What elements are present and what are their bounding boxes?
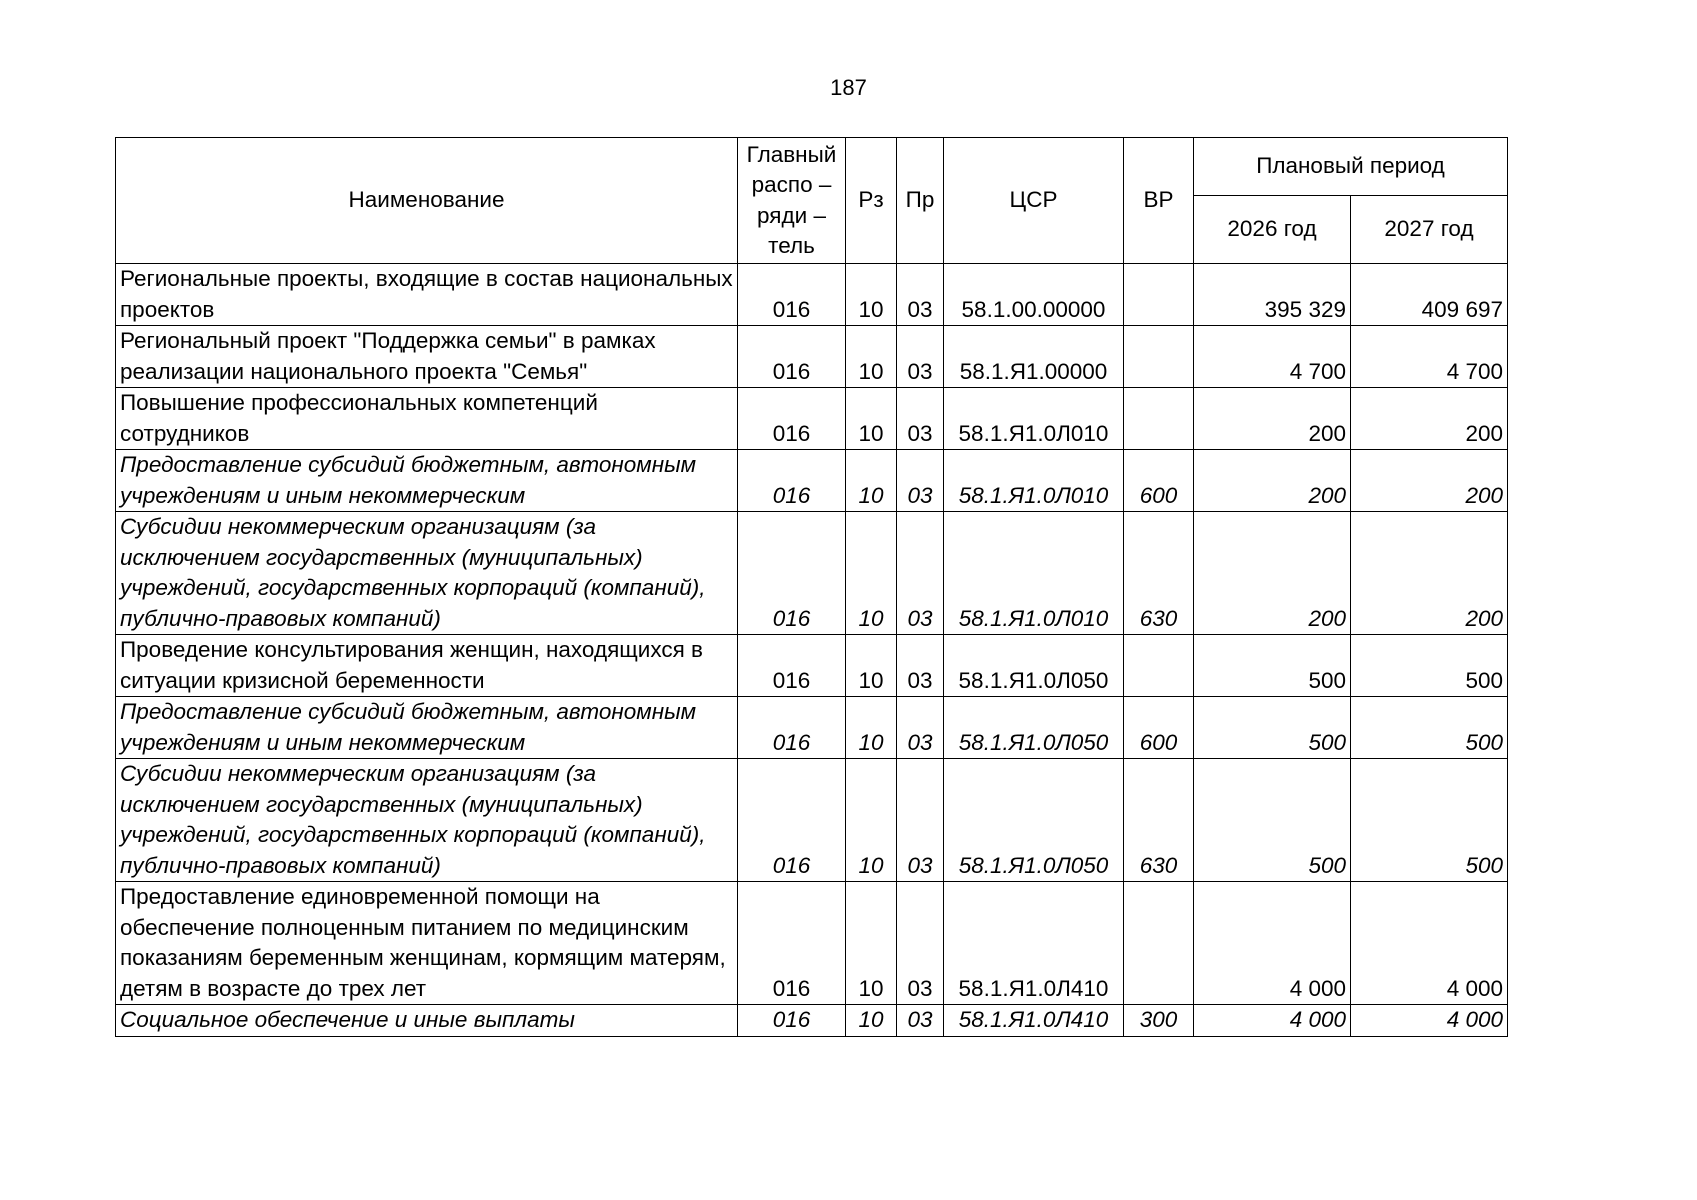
cell-rz: 10: [846, 326, 897, 388]
cell-chief-administrator: 016: [738, 264, 846, 326]
header-year-2026: 2026 год: [1194, 196, 1351, 264]
cell-2027: 4 700: [1351, 326, 1508, 388]
table-row: [116, 697, 1508, 759]
cell-vr: 600: [1124, 450, 1194, 512]
cell-vr: 630: [1124, 512, 1194, 635]
cell-rz: 10: [846, 388, 897, 450]
cell-name: Предоставление субсидий бюджетным, автономным учреждениям и иным некоммерческим: [116, 450, 738, 512]
cell-2026: 500: [1194, 697, 1351, 759]
cell-rz: 10: [846, 450, 897, 512]
cell-rz: 10: [846, 512, 897, 635]
cell-chief-administrator: 016: [738, 512, 846, 635]
cell-pr: 03: [897, 450, 944, 512]
cell-pr: 03: [897, 697, 944, 759]
cell-2026: 4 000: [1194, 882, 1351, 1005]
budget-table: [115, 137, 1508, 1037]
cell-csr: 58.1.Я1.0Л050: [944, 635, 1124, 697]
cell-rz: 10: [846, 759, 897, 882]
table-body: [116, 264, 1508, 1037]
cell-csr: 58.1.Я1.0Л410: [944, 882, 1124, 1005]
cell-csr: 58.1.Я1.0Л050: [944, 697, 1124, 759]
table-row: [116, 512, 1508, 635]
cell-rz: 10: [846, 264, 897, 326]
cell-name: Субсидии некоммерческим организациям (за исключением государственных (муниципальных) учреждений, государственных корпораций (компаний), публично-правовых компаний): [116, 759, 738, 882]
header-rz: Рз: [846, 138, 897, 264]
cell-2026: 200: [1194, 388, 1351, 450]
cell-vr: 300: [1124, 1005, 1194, 1037]
cell-vr: [1124, 326, 1194, 388]
cell-2027: 4 000: [1351, 882, 1508, 1005]
cell-2026: 500: [1194, 635, 1351, 697]
cell-rz: 10: [846, 635, 897, 697]
cell-pr: 03: [897, 759, 944, 882]
table-row: [116, 759, 1508, 882]
cell-rz: 10: [846, 1005, 897, 1037]
table-row: [116, 635, 1508, 697]
cell-vr: [1124, 264, 1194, 326]
cell-chief-administrator: 016: [738, 450, 846, 512]
cell-csr: 58.1.Я1.0Л010: [944, 450, 1124, 512]
cell-chief-administrator: 016: [738, 326, 846, 388]
cell-name: Проведение консультирования женщин, находящихся в ситуации кризисной беременности: [116, 635, 738, 697]
table-row: [116, 388, 1508, 450]
cell-2026: 500: [1194, 759, 1351, 882]
header-chief-line: Главный: [746, 141, 837, 167]
cell-2027: 4 000: [1351, 1005, 1508, 1037]
cell-2026: 200: [1194, 450, 1351, 512]
cell-csr: 58.1.00.00000: [944, 264, 1124, 326]
cell-name: Предоставление единовременной помощи на обеспечение полноценным питанием по медицинским показаниям беременным женщинам, кормящим матерям, детям в возрасте до трех лет: [116, 882, 738, 1005]
header-name: Наименование: [116, 138, 738, 264]
cell-chief-administrator: 016: [738, 882, 846, 1005]
table-row: [116, 326, 1508, 388]
header-chief-line: тель: [768, 233, 815, 258]
cell-csr: 58.1.Я1.0Л010: [944, 512, 1124, 635]
cell-pr: 03: [897, 264, 944, 326]
table-row: [116, 264, 1508, 326]
cell-2027: 500: [1351, 759, 1508, 882]
cell-vr: [1124, 635, 1194, 697]
cell-vr: [1124, 388, 1194, 450]
cell-2027: 500: [1351, 697, 1508, 759]
header-year-2027: 2027 год: [1351, 196, 1508, 264]
header-pr: Пр: [897, 138, 944, 264]
header-chief-administrator: [738, 138, 846, 264]
cell-vr: 600: [1124, 697, 1194, 759]
cell-2026: 4 000: [1194, 1005, 1351, 1037]
cell-csr: 58.1.Я1.00000: [944, 326, 1124, 388]
header-planned-period: Плановый период: [1194, 138, 1508, 196]
table-row: [116, 882, 1508, 1005]
cell-name: Региональный проект "Поддержка семьи" в рамках реализации национального проекта "Семья": [116, 326, 738, 388]
cell-2027: 200: [1351, 512, 1508, 635]
cell-csr: 58.1.Я1.0Л010: [944, 388, 1124, 450]
cell-name: Региональные проекты, входящие в состав национальных проектов: [116, 264, 738, 326]
cell-2027: 200: [1351, 450, 1508, 512]
cell-vr: [1124, 882, 1194, 1005]
cell-pr: 03: [897, 882, 944, 1005]
cell-2027: 409 697: [1351, 264, 1508, 326]
page-number: 187: [830, 75, 867, 100]
table-row: [116, 1005, 1508, 1037]
cell-pr: 03: [897, 388, 944, 450]
cell-name: Социальное обеспечение и иные выплаты: [116, 1005, 738, 1037]
cell-rz: 10: [846, 697, 897, 759]
cell-chief-administrator: 016: [738, 388, 846, 450]
cell-chief-administrator: 016: [738, 697, 846, 759]
cell-2026: 4 700: [1194, 326, 1351, 388]
table-row: [116, 450, 1508, 512]
cell-2026: 395 329: [1194, 264, 1351, 326]
cell-2026: 200: [1194, 512, 1351, 635]
header-chief-line: ряди –: [757, 202, 826, 228]
cell-csr: 58.1.Я1.0Л410: [944, 1005, 1124, 1037]
cell-csr: 58.1.Я1.0Л050: [944, 759, 1124, 882]
cell-chief-administrator: 016: [738, 1005, 846, 1037]
header-chief-line: распо –: [751, 172, 832, 197]
cell-name: Предоставление субсидий бюджетным, автономным учреждениям и иным некоммерческим: [116, 697, 738, 759]
cell-chief-administrator: 016: [738, 635, 846, 697]
cell-vr: 630: [1124, 759, 1194, 882]
header-csr: ЦСР: [944, 138, 1124, 264]
cell-2027: 200: [1351, 388, 1508, 450]
cell-pr: 03: [897, 512, 944, 635]
cell-2027: 500: [1351, 635, 1508, 697]
cell-pr: 03: [897, 635, 944, 697]
cell-pr: 03: [897, 1005, 944, 1037]
cell-name: Субсидии некоммерческим организациям (за исключением государственных (муниципальных) учреждений, государственных корпораций (компаний), публично-правовых компаний): [116, 512, 738, 635]
header-vr: ВР: [1124, 138, 1194, 264]
cell-rz: 10: [846, 882, 897, 1005]
cell-chief-administrator: 016: [738, 759, 846, 882]
cell-pr: 03: [897, 326, 944, 388]
cell-name: Повышение профессиональных компетенций сотрудников: [116, 388, 738, 450]
